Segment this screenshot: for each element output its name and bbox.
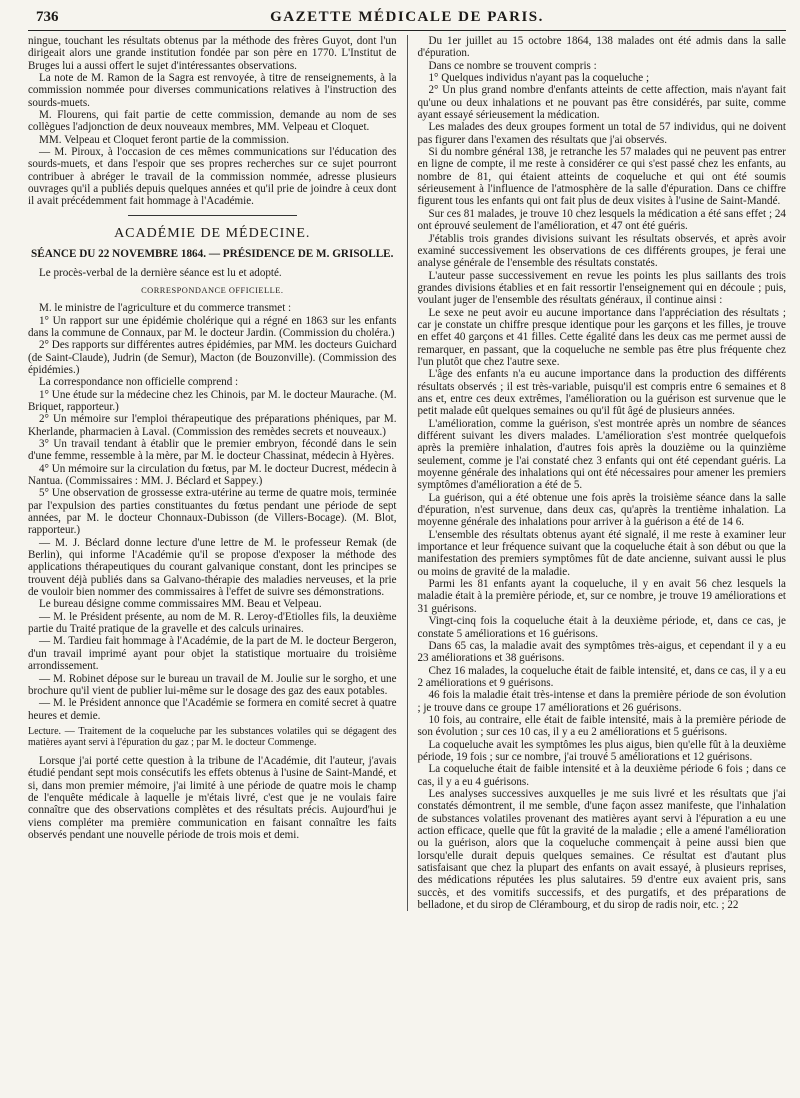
paragraph: L'amélioration, comme la guérison, s'est montrée après un nombre de séances différent suivant les divers malades. L'amélioration s'est montrée quelquefois après la première inhalation, d'autres fois après la douzième ou la quinzième seulement, comme je l'ai constaté chez 3 enfants qui ont été cependant guéris. La moyenne générale des inhalations qui ont été nécessaires pour amener les premiers symptômes d'amélioration a été de 5. (417, 417, 786, 492)
paragraph: Le bureau désigne comme commissaires MM. Beau et Velpeau. (39, 598, 322, 611)
paragraph: La coqueluche avait les symptômes les plus aigus, bien qu'elle fût à la deuxième période, 19 fois ; sur ce nombre, j'ai trouvé 5 améliorations et 12 guérisons. (417, 738, 786, 763)
paragraph: Chez 16 malades, la coqueluche était de faible intensité, et, dans ce cas, il y a eu 2 améliorations et 9 guérisons. (417, 664, 786, 689)
paragraph: La coqueluche était de faible intensité et à la deuxième période 6 fois ; dans ce cas, il y a eu 4 guérisons. (417, 763, 786, 788)
paragraph: 2° Des rapports sur différentes autres épidémies, par MM. les docteurs Guichard (de Saint-Claude), Judrin (de Semur), Macton (de Bouzonville). (Commission des épidémies.) (28, 339, 397, 376)
paragraph: 5° Une observation de grossesse extra-utérine au terme de quatre mois, terminée par l'expulsion des parties constituantes du fœtus pendant une période de sept années, par M. le docteur Chonnaux-Dubisson (de Villers-Bocage). (M. Blot, rapporteur.) (28, 487, 397, 537)
paragraph: L'auteur passe successivement en revue les points les plus saillants des trois grandes divisions établies et en fait ressortir l'enseignement qui en découle ; puis, voulant juger de l'ensemble des résultats généraux, il continue ainsi : (417, 269, 786, 307)
paragraph: La correspondance non officielle comprend : (39, 376, 239, 389)
paragraph: 1° Une étude sur la médecine chez les Chinois, par M. le docteur Maurache. (M. Briquet, rapporteur.) (28, 388, 397, 413)
paragraph: Du 1er juillet au 15 octobre 1864, 138 malades ont été admis dans la salle d'épuration. (417, 35, 786, 60)
paragraph: Sur ces 81 malades, je trouve 10 chez lesquels la médication a été sans effet ; 24 ont éprouvé seulement de l'amélioration, et 47 ont été guéris. (417, 207, 786, 233)
paragraph: 3° Un travail tendant à établir que le premier embryon, fécondé dans le sein d'une femme, ressemble à la mère, par M. le docteur Chassinat, médecin à Hyères. (28, 437, 397, 463)
paragraph: Lorsque j'ai porté cette question à la tribune de l'Académie, dit l'auteur, j'avais étudié pendant sept mois consécutifs les effets obtenus à l'usine de Saint-Mandé, et si, dans mon premier mémoire, j'ai limité à une période de quatre mois le champ de l'enquête médicale à laquelle je m'étais livré, c'est que je ne voulais faire connaître que des observations complètes et des résultats précis. Aujourd'hui je viens compléter ma première communication en faisant connaître les faits observés pendant une nouvelle période de trois mois et demi. (28, 754, 397, 841)
left-column (28, 35, 397, 911)
paragraph: L'âge des enfants n'a eu aucune importance dans la production des différents résultats observés ; il est très-variable, puisqu'il est compris entre 6 semaines et 8 ans et, entre ces deux extrêmes, l'amélioration ou la guérison est survenue que le petit malade eût quelques semaines ou qu'il fût âgé de plusieurs années. (417, 368, 786, 418)
paragraph: MM. Velpeau et Cloquet feront partie de la commission. (39, 133, 289, 146)
paragraph: — M. le Président annonce que l'Académie se formera en comité secret à quatre heures et demie. (28, 697, 397, 722)
paragraph: 4° Un mémoire sur la circulation du fœtus, par M. le docteur Ducrest, médecin à Nantua. (Commissaires : MM. J. Béclard et Sappey.) (28, 462, 397, 487)
paragraph: — M. Robinet dépose sur le bureau un travail de M. Joulie sur le sorgho, et une brochure qu'il vient de publier lui-même sur le dosage des gaz des eaux potables. (28, 672, 397, 697)
paragraph: La guérison, qui a été obtenue une fois après la troisième séance dans la salle d'épuration, n'est survenue, dans deux cas, qu'après la trentième inhalation. La moyenne générale des inhalations pour arriver à la guérison a été de 14 6. (417, 491, 786, 529)
paragraph: L'ensemble des résultats obtenus ayant été signalé, il me reste à examiner leur importance et leur fréquence suivant que la coqueluche était à son début ou que la manifestation des premiers symptômes fût de date ancienne, suivant aussi le plus ou moins de gravité de la maladie. (417, 528, 786, 578)
page-header (28, 8, 786, 31)
paragraph: Le procès-verbal de la dernière séance est lu et adopté. (39, 266, 282, 279)
paragraph: Vingt-cinq fois la coqueluche était à la deuxième période, et, dans ce cas, je constate 5 améliorations et 16 guérisons. (417, 615, 786, 640)
paragraph: — M. Piroux, à l'occasion de ces mêmes communications sur l'éducation des sourds-muets, et dans l'espoir que ses propres recherches sur ce sujet pourront contribuer à abréger le travail de la commission nommée, adresse plusieurs ouvrages qu'il a publiés depuis quelques années et qu'il prie de joindre à ceux dont il avait précédemment fait hommage à l'Académie. (28, 146, 397, 208)
paragraph: 1° Un rapport sur une épidémie cholérique qui a régné en 1863 sur les enfants dans la commune de Connaux, par M. le docteur Jardin. (Commission du choléra.) (28, 314, 397, 339)
columns (28, 35, 786, 911)
paragraph: Si du nombre général 138, je retranche les 57 malades qui ne peuvent pas entrer en ligne de compte, il me reste à considérer ce qui s'est passé chez les enfants, au nombre de 81, qui étaient atteints de coqueluche et qui ont été soumis sérieusement à l'influence de l'atmosphère de la salle d'épuration. Dans ce chiffre figurent tous les enfants qui ont fait plus de deux visites à l'usine de Saint-Mandé. (417, 146, 786, 208)
paragraph: Parmi les 81 enfants ayant la coqueluche, il y en avait 56 chez lesquels la maladie était à la première période, et, sur ce nombre, je trouve 19 améliorations et 31 guérisons. (417, 578, 786, 615)
lecture-heading: Lecture. — Traitement de la coqueluche par les substances volatiles qui se dégagent des matières ayant servi à l'épuration du gaz ; par M. le docteur Commenge. (28, 725, 397, 749)
paragraph: M. Flourens, qui fait partie de cette commission, demande au nom de ses collègues l'adjonction de deux nouveaux membres, MM. Velpeau et Cloquet. (28, 109, 397, 134)
paragraph: Les analyses successives auxquelles je me suis livré et les résultats que j'ai constatés démontrent, il me semble, d'une façon assez manifeste, que l'inhalation de substances volatiles provenant des matières ayant servi à l'épuration a eu une action efficace, quelle que fût la gravité de la maladie ; elle a amené l'amélioration ou la guérison, alors que la coqueluche commençait à peine aussi bien que lorsqu'elle durait depuis quelques semaines. Ce résultat est d'autant plus satisfaisant que chez la plupart des enfants on avait essayé, à plusieurs reprises, des médications réputées les plus salutaires. 59 d'entre eux avaient pris, sans succès, et des vomitifs successifs, et des purgatifs, et des préparations de belladone, et du sirop de Clérambourg, et du sirop de radis noir, etc. ; 22 (417, 787, 786, 912)
paragraph: — M. J. Béclard donne lecture d'une lettre de M. le professeur Remak (de Berlin), qui informe l'Académie qu'il se propose d'exposer la méthode des applications thérapeutiques du courant galvanique constant, dont les principes se trouvent déjà publiés dans sa Galvano-thérapie des maladies nerveuses, et la prie de vouloir bien nommer des commissaires à l'effet de suivre ses démonstrations. (28, 536, 397, 599)
section-title: ACADÉMIE DE MÉDECINE. (114, 225, 311, 241)
paragraph: 10 fois, au contraire, elle était de faible intensité, mais à la première période de son évolution ; sur ces 10 cas, il y a eu 2 améliorations et 5 guérisons. (417, 713, 786, 739)
subsection-heading: CORRESPONDANCE OFFICIELLE. (141, 285, 284, 295)
paragraph: 2° Un plus grand nombre d'enfants atteints de cette affection, mais n'ayant fait qu'une ou deux inhalations et ne pouvant pas être considérés, par suite, comme ayant essayé sérieusement la médication. (417, 84, 786, 122)
paragraph: ningue, touchant les résultats obtenus par la méthode des frères Guyot, dont l'un dirigeait alors une grande institution fondée par son père en 1770. L'Institut de Bruges lui a aussi offert le sujet d'intéressantes observations. (28, 35, 397, 72)
column-divider (407, 35, 408, 911)
paragraph: Dans ce nombre se trouvent compris : (428, 59, 597, 72)
paragraph: Le sexe ne peut avoir eu aucune importance dans l'appréciation des résultats ; car je constate un chiffre presque identique pour les garçons et les filles, je trouve en effet 40 garçons et 41 filles. Cette égalité dans les deux cas me permet aussi de remarquer, en passant, que la coqueluche ne semble pas être plus fréquente chez l'un plutôt que chez l'autre sexe. (417, 306, 786, 368)
section-rule (128, 215, 297, 216)
paragraph: — M. le Président présente, au nom de M. R. Leroy-d'Etiolles fils, la deuxième partie du Traité pratique de la gravelle et des calculs urinaires. (28, 610, 397, 636)
paragraph: Les malades des deux groupes forment un total de 57 individus, qui ne doivent pas figurer dans l'examen des résultats que j'ai observés. (417, 121, 786, 146)
paragraph: — M. Tardieu fait hommage à l'Académie, de la part de M. le docteur Bergeron, d'un travail imprimé ayant pour objet la statistique mortuaire du troisième arrondissement. (28, 635, 397, 673)
paragraph: M. le ministre de l'agriculture et du commerce transmet : (39, 302, 292, 315)
page-number: 736 (36, 9, 59, 25)
paragraph: La note de M. Ramon de la Sagra est renvoyée, à titre de renseignements, à la commission nommée pour diverses communications relatives à l'instruction des sourds-muets. (28, 72, 397, 109)
paragraph: 2° Un mémoire sur l'emploi thérapeutique des préparations phéniques, par M. Kherlande, pharmacien à Laval. (Commission des remèdes secrets et nouveaux.) (28, 413, 397, 438)
right-column (417, 35, 786, 911)
paragraph: 46 fois la maladie était très-intense et dans la première période de son évolution ; je trouve dans ce groupe 17 améliorations et 26 guérisons. (417, 689, 786, 714)
running-title: GAZETTE MÉDICALE DE PARIS. (270, 9, 544, 25)
paragraph: 1° Quelques individus n'ayant pas la coqueluche ; (428, 72, 650, 85)
session-heading: SÉANCE DU 22 NOVEMBRE 1864. — PRÉSIDENCE DE M. GRISOLLE. (31, 248, 394, 261)
paragraph: J'établis trois grandes divisions suivant les résultats observés, et après avoir examiné successivement les observations de ces différents groupes, je ferai une analyse générale de l'ensemble des résultats constatés. (417, 232, 786, 270)
paragraph: Dans 65 cas, la maladie avait des symptômes très-aigus, et cependant il y a eu 23 améliorations et 38 guérisons. (417, 639, 786, 665)
